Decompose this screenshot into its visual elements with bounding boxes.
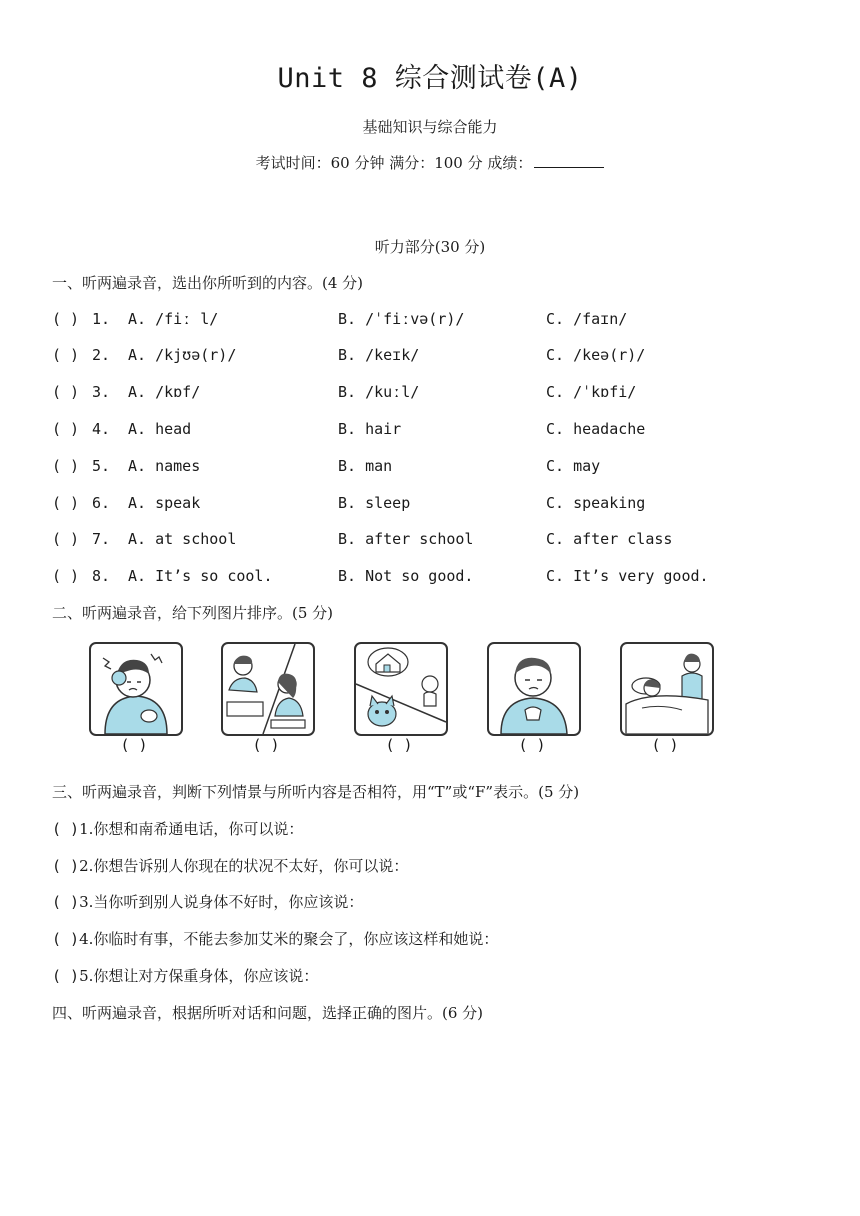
picture-order-blank[interactable]: ( ) — [651, 736, 679, 754]
tf-item-text: 2.你想告诉别人你现在的状况不太好，你可以说： — [79, 857, 409, 875]
picture-order-blank[interactable]: ( ) — [120, 736, 148, 754]
question-row — [52, 530, 812, 552]
question-number: 3. — [92, 383, 111, 401]
answer-blank[interactable]: ( ) — [52, 457, 80, 475]
option-c: C. headache — [546, 420, 646, 438]
question-number: 5. — [92, 457, 111, 475]
listening-part-title: 听力部分(30 分) — [374, 238, 486, 256]
answer-blank[interactable]: ( ) — [52, 930, 80, 948]
option-a: A. head — [128, 420, 192, 438]
section4-heading: 四、听两遍录音，根据所听对话和问题，选择正确的图片。(6 分) — [52, 1004, 484, 1022]
picture-order-blank[interactable]: ( ) — [518, 736, 546, 754]
score-blank[interactable] — [534, 153, 604, 168]
answer-blank[interactable]: ( ) — [52, 530, 80, 548]
section2-heading: 二、听两遍录音，给下列图片排序。(5 分) — [52, 604, 334, 622]
tf-item — [52, 818, 303, 839]
tf-item-text: 4.你临时有事，不能去参加艾米的聚会了，你应该这样和她说： — [79, 930, 499, 948]
sick-in-bed-icon — [620, 642, 714, 736]
option-a: A. /kɒf/ — [128, 383, 201, 401]
option-b: B. sleep — [338, 494, 411, 512]
question-row — [52, 310, 812, 332]
answer-blank[interactable]: ( ) — [52, 820, 80, 838]
option-c: C. may — [546, 457, 601, 475]
option-b: B. /kuːl/ — [338, 383, 420, 401]
option-b: B. man — [338, 457, 393, 475]
question-row — [52, 457, 812, 479]
option-b: B. after school — [338, 530, 474, 548]
tf-item — [52, 965, 318, 986]
headache-boy-icon — [89, 642, 183, 736]
option-c: C. after class — [546, 530, 673, 548]
option-a: A. at school — [128, 530, 237, 548]
exam-info — [0, 152, 860, 173]
cough-boy-icon — [487, 642, 581, 736]
house-and-cat-phone-icon — [354, 642, 448, 736]
question-number: 8. — [92, 567, 111, 585]
option-a: A. It’s so cool. — [128, 567, 273, 585]
option-c: C. speaking — [546, 494, 646, 512]
page-title: Unit 8 综合测试卷(A) — [277, 63, 583, 94]
answer-blank[interactable]: ( ) — [52, 420, 80, 438]
tf-item — [52, 928, 498, 949]
answer-blank[interactable]: ( ) — [52, 857, 80, 875]
tf-item-text: 5.你想让对方保重身体，你应该说： — [79, 967, 319, 985]
section1-heading: 一、听两遍录音，选出你所听到的内容。(4 分) — [52, 274, 364, 292]
answer-blank[interactable]: ( ) — [52, 893, 80, 911]
picture-order-blank[interactable]: ( ) — [385, 736, 413, 754]
option-a: A. /fiː l/ — [128, 310, 219, 328]
picture-order-blank[interactable]: ( ) — [252, 736, 280, 754]
option-a: A. speak — [128, 494, 201, 512]
option-c: C. /ˈkɒfi/ — [546, 383, 637, 401]
option-c: C. It’s very good. — [546, 567, 709, 585]
exam-info-text: 考试时间：60 分钟 满分：100 分 成绩： — [255, 154, 533, 172]
answer-blank[interactable]: ( ) — [52, 310, 80, 328]
answer-blank[interactable]: ( ) — [52, 967, 80, 985]
question-row — [52, 494, 812, 516]
option-b: B. hair — [338, 420, 402, 438]
question-number: 2. — [92, 346, 111, 364]
option-a: A. /kjʊə(r)/ — [128, 346, 237, 364]
tf-item — [52, 891, 363, 912]
answer-blank[interactable]: ( ) — [52, 346, 80, 364]
question-number: 1. — [92, 310, 111, 328]
option-a: A. names — [128, 457, 201, 475]
question-number: 7. — [92, 530, 111, 548]
question-row — [52, 346, 812, 368]
page-subtitle: 基础知识与综合能力 — [362, 118, 498, 136]
answer-blank[interactable]: ( ) — [52, 494, 80, 512]
phone-call-icon — [221, 642, 315, 736]
question-number: 6. — [92, 494, 111, 512]
option-b: B. /keɪk/ — [338, 346, 420, 364]
tf-item-text: 3.当你听到别人说身体不好时，你应该说： — [79, 893, 364, 911]
tf-item-text: 1.你想和南希通电话，你可以说： — [79, 820, 304, 838]
option-c: C. /faɪn/ — [546, 310, 628, 328]
option-c: C. /keə(r)/ — [546, 346, 646, 364]
question-number: 4. — [92, 420, 111, 438]
question-row — [52, 420, 812, 442]
question-row — [52, 383, 812, 405]
section3-heading: 三、听两遍录音，判断下列情景与所听内容是否相符，用“T”或“F”表示。(5 分) — [52, 783, 580, 801]
option-b: B. /ˈfiːvə(r)/ — [338, 310, 465, 328]
option-b: B. Not so good. — [338, 567, 474, 585]
tf-item — [52, 855, 408, 876]
question-row — [52, 567, 812, 589]
answer-blank[interactable]: ( ) — [52, 383, 80, 401]
answer-blank[interactable]: ( ) — [52, 567, 80, 585]
